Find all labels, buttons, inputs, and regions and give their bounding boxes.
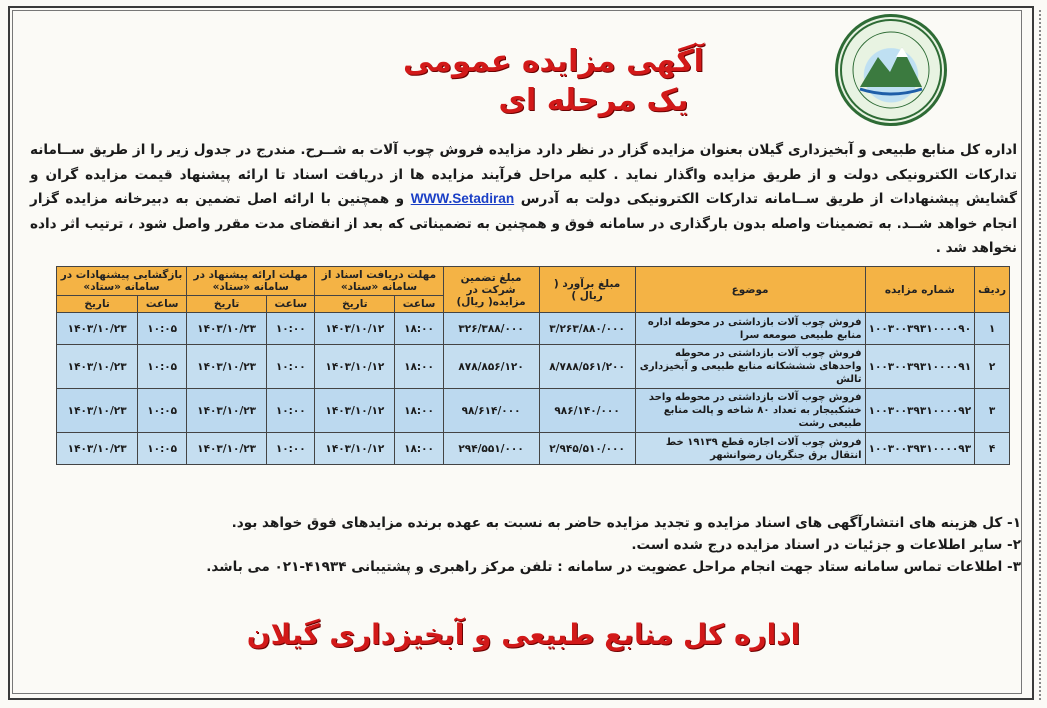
header-date: تاریخ [187,296,267,313]
cell-open-time: ۱۰:۰۵ [138,389,187,433]
notes-list [30,512,1021,578]
cell-number: ۱۰۰۳۰۰۳۹۳۱۰۰۰۰۹۰ [865,313,975,345]
cell-number: ۱۰۰۳۰۰۳۹۳۱۰۰۰۰۹۲ [865,389,975,433]
cell-submit-time: ۱۰:۰۰ [267,345,315,389]
cell-open-date: ۱۴۰۳/۱۰/۲۳ [57,313,138,345]
note-item: ۳- اطلاعات تماس سامانه ستاد جهت انجام مراحل عضویت در سامانه : تلفن مرکز راهبری و پشتیبانی ۴۱۹۳۴-۰۲۱ می باشد. [206,559,1021,575]
cell-guarantee: ۲۹۴/۵۵۱/۰۰۰ [443,433,539,465]
header-estimate: مبلغ برآورد ( ریال ) [539,267,635,313]
cell-receive-time: ۱۸:۰۰ [395,313,443,345]
cell-guarantee: ۳۲۶/۳۸۸/۰۰۰ [443,313,539,345]
cell-subject: فروش چوب آلات بازداشتی در محوطه واحدهای شششکانه منابع طبیعی و آبخیزداری تالش [635,345,865,389]
cell-estimate: ۲/۹۴۵/۵۱۰/۰۰۰ [539,433,635,465]
cell-submit-date: ۱۴۰۳/۱۰/۲۳ [187,313,267,345]
cell-guarantee: ۹۸/۶۱۴/۰۰۰ [443,389,539,433]
cell-submit-date: ۱۴۰۳/۱۰/۲۳ [187,345,267,389]
intro-text-start: اداره کل منابع طبیعی و آبخیزداری گیلان بعنوان مزایده گزار در نظر دارد مزایده فروش چوب آلات به شــرح. مندرج در جدول زیر را از طریق ســامانه تدارکات الکترونیکی دولت و از طریق مزایده واگذار نماید . کلیه مراحل فرآیند مزایده ها از دریافت اسناد تا ارائه پیشنهاد قیمت مزایده گران و گشایش پیشنهادات از طریق ســامانه تدارکات الکترونیکی دولت به آدرس [30,142,1018,207]
table-row [57,345,1010,389]
table-row [57,313,1010,345]
cell-receive-date: ۱۴۰۳/۱۰/۱۲ [315,433,395,465]
header-opening: بازگشایی پیشنهادات در سامانه «ستاد» [57,267,187,296]
cell-open-time: ۱۰:۰۵ [138,433,187,465]
cell-submit-date: ۱۴۰۳/۱۰/۲۳ [187,389,267,433]
cell-open-time: ۱۰:۰۵ [138,345,187,389]
cell-row: ۱ [975,313,1010,345]
header-receive: مهلت دریافت اسناد از سامانه «ستاد» [315,267,443,296]
cell-receive-time: ۱۸:۰۰ [395,433,443,465]
header-row: ردیف [975,267,1010,313]
cell-estimate: ۸/۷۸۸/۵۶۱/۲۰۰ [539,345,635,389]
setadiran-link[interactable]: WWW.Setadiran [410,191,515,206]
cell-row: ۴ [975,433,1010,465]
cell-subject: فروش چوب آلات بازداشتی در محوطه اداره منابع طبیعی صومعه سرا [635,313,865,345]
cell-open-date: ۱۴۰۳/۱۰/۲۳ [57,345,138,389]
note-item: ۲- سایر اطلاعات و جزئیات در اسناد مزایده درج شده است. [631,537,1021,553]
cell-estimate: ۹۸۶/۱۴۰/۰۰۰ [539,389,635,433]
table-row [57,433,1010,465]
cell-submit-time: ۱۰:۰۰ [267,313,315,345]
cell-receive-time: ۱۸:۰۰ [395,345,443,389]
header-number: شماره مزایده [865,267,975,313]
cell-row: ۲ [975,345,1010,389]
cell-open-date: ۱۴۰۳/۱۰/۲۳ [57,433,138,465]
title-block [0,44,1047,118]
page-subtitle: یک مرحله ای [498,83,689,118]
cell-submit-date: ۱۴۰۳/۱۰/۲۳ [187,433,267,465]
cell-subject: فروش چوب آلات اجازه قطع ۱۹۱۳۹ خط انتقال برق جنگریان رضوانشهر [635,433,865,465]
intro-text-end: و همچنین با ارائه اصل تضمین به دبیرخانه مزایده گزار انجام خواهد شــد. به تضمینات واصله بدون بارگذاری در سامانه فوق و همچنین به تضمیناتی که بعد از انقضای مدت مقرر واصل شود ، ترتیب اثر داده نخواهد شد . [30,191,1017,256]
header-time: ساعت [138,296,187,313]
cell-row: ۳ [975,389,1010,433]
cell-submit-time: ۱۰:۰۰ [267,433,315,465]
cell-submit-time: ۱۰:۰۰ [267,389,315,433]
cell-number: ۱۰۰۳۰۰۳۹۳۱۰۰۰۰۹۱ [865,345,975,389]
cell-guarantee: ۸۷۸/۸۵۶/۱۲۰ [443,345,539,389]
header-guarantee: مبلغ تضمین شرکت در مزایده( ریال) [443,267,539,313]
page-title: آگهی مزایده عمومی [403,44,704,79]
footer-organization: اداره کل منابع طبیعی و آبخیزداری گیلان [246,618,801,651]
cell-open-date: ۱۴۰۳/۱۰/۲۳ [57,389,138,433]
auction-table [56,266,1010,465]
note-item: ۱- کل هزینه های انتشارآگهی های اسناد مزایده و تجدید مزایده حاضر به نسبت به عهده برنده مزایدهای فوق خواهد بود. [231,515,1021,531]
cell-receive-date: ۱۴۰۳/۱۰/۱۲ [315,345,395,389]
header-submit: مهلت ارائه پیشنهاد در سامانه «ستاد» [187,267,315,296]
cell-subject: فروش چوب آلات بازداشتی در محوطه واحد خشکبیجار به تعداد ۸۰ شاخه و پالت منابع طبیعی رشت [635,389,865,433]
header-date: تاریخ [315,296,395,313]
header-time: ساعت [267,296,315,313]
cell-receive-time: ۱۸:۰۰ [395,389,443,433]
cell-open-time: ۱۰:۰۵ [138,313,187,345]
table-row [57,389,1010,433]
cell-receive-date: ۱۴۰۳/۱۰/۱۲ [315,313,395,345]
cell-receive-date: ۱۴۰۳/۱۰/۱۲ [315,389,395,433]
cell-estimate: ۳/۲۶۳/۸۸۰/۰۰۰ [539,313,635,345]
header-date: تاریخ [57,296,138,313]
intro-paragraph [30,138,1017,261]
header-subject: موضوع [635,267,865,313]
header-time: ساعت [395,296,443,313]
cell-number: ۱۰۰۳۰۰۳۹۳۱۰۰۰۰۹۳ [865,433,975,465]
